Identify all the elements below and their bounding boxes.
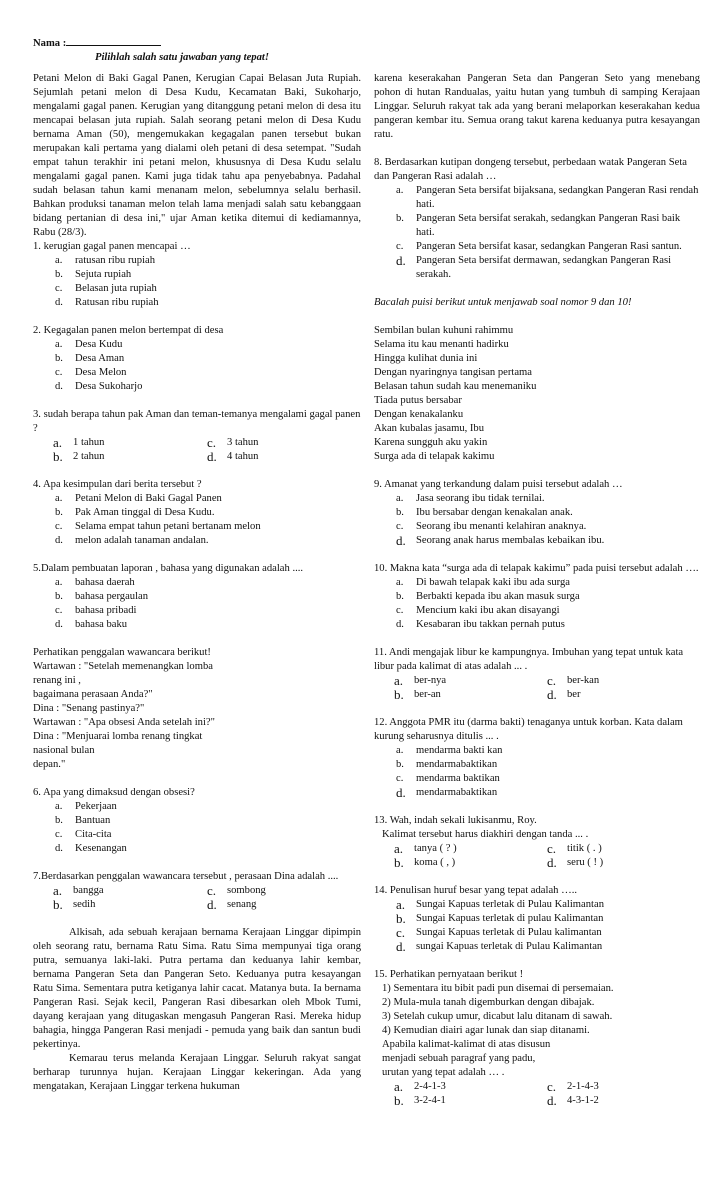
option[interactable]: a. Sungai Kapuas terletak di Pulau Kalimantan	[396, 897, 604, 912]
question-4: 4. Apa kesimpulan dari berita tersebut ?	[33, 479, 202, 490]
option[interactable]: a. 2-4-1-3	[394, 1079, 446, 1094]
option[interactable]: a. Pangeran Seta bersifat bijaksana, sedangkan Pangeran Rasi rendah hati.	[396, 185, 699, 210]
name-label: Nama :	[33, 38, 67, 49]
option[interactable]: a. 1 tahun	[53, 435, 105, 450]
option[interactable]: c. 3 tahun	[207, 435, 259, 450]
option[interactable]: a. Jasa seorang ibu tidak ternilai.	[396, 493, 545, 504]
question-11: 11. Andi mengajak libur ke kampungnya. Imbuhan yang tepat untuk kata libur pada kalimat di atas adalah ... .	[374, 647, 684, 672]
option[interactable]: d. Desa Sukoharjo	[55, 381, 143, 392]
option[interactable]: a. mendarma bakti kan	[396, 745, 503, 756]
question-8: 8. Berdasarkan kutipan dongeng tersebut, perbedaan watak Pangeran Seta dan Pangeran Rasi adalah …	[374, 157, 687, 182]
option[interactable]: c. sombong	[207, 883, 266, 898]
option[interactable]: d. Kesenangan	[55, 843, 127, 854]
option[interactable]: c. Sungai Kapuas terletak di Pulau kalimantan	[396, 925, 602, 940]
option[interactable]: b. Sungai Kapuas terletak di pulau Kalimantan	[396, 911, 604, 926]
option[interactable]: c. Cita-cita	[55, 829, 112, 840]
option[interactable]: c. Selama empat tahun petani bertanam melon	[55, 521, 261, 532]
option[interactable]: a. Di bawah telapak kaki ibu ada surga	[396, 577, 570, 588]
option[interactable]: b. Pangeran Seta bersifat serakah, sedangkan Pangeran Rasi baik hati.	[396, 213, 681, 238]
option[interactable]: b. sedih	[53, 897, 96, 912]
left-column	[33, 72, 361, 1094]
option[interactable]: a. Pekerjaan	[55, 801, 117, 812]
question-3: 3. sudah berapa tahun pak Aman dan teman-temanya mengalami gagal panen ?	[33, 409, 361, 434]
option[interactable]: d. ber	[547, 687, 581, 702]
option[interactable]: c. 2-1-4-3	[547, 1079, 599, 1094]
option[interactable]: b. 2 tahun	[53, 449, 105, 464]
option[interactable]: b. Ibu bersabar dengan kenakalan anak.	[396, 507, 573, 518]
question-14: 14. Penulisan huruf besar yang tepat adalah …..	[374, 885, 577, 896]
folktale-paragraph-2: Kemarau terus melanda Kerajaan Linggar. Seluruh rakyat sangat berharap turunnya hujan. Kerajaan Linggar kekeringan. Ada yang mengatakan, Kerajaan Linggar terkena hukuman	[33, 1053, 361, 1092]
option[interactable]: d. melon adalah tanaman andalan.	[55, 535, 209, 546]
option[interactable]: c. ber-kan	[547, 673, 600, 688]
option[interactable]: c. titik ( . )	[547, 841, 602, 856]
option[interactable]: d. Ratusan ribu rupiah	[55, 297, 159, 308]
option[interactable]: b. koma ( , )	[394, 855, 456, 870]
option[interactable]: a. Petani Melon di Baki Gagal Panen	[55, 493, 222, 504]
question-9: 9. Amanat yang terkandung dalam puisi tersebut adalah …	[374, 479, 623, 490]
question-10: 10. Makna kata “surga ada di telapak kakimu” pada puisi tersebut adalah ….	[374, 563, 699, 574]
folktale-paragraph-1: Alkisah, ada sebuah kerajaan bernama Kerajaan Linggar dipimpin oleh seorang ratu, bernama Ratu Sima. Ratu Sima mempunyai tiga orang putra, semuanya laki-laki. Putra pertama dan keduanya lahir kembar, bernama Pangeran Seta dan Pangeran Seto. Keduanya putra kesayangan Ratu Sima. Sementara putra ketiganya lahir cacat. Matanya buta. Ia bernama Pangeran Rasi. Sejak kecil, Pangeran Rasi dibesarkan oleh Mbok Tumi, dayang kerajaan yang ditugaskan mengasuh Pangeran Rasi. Mereka hidup bahagia, hingga Pangeran Rasi menjadi - pemuda yang baik dan santun budi pekertinya.	[33, 927, 361, 1050]
option[interactable]: b. Berbakti kepada ibu akan masuk surga	[396, 591, 580, 602]
option[interactable]: c. mendarma baktikan	[396, 773, 500, 784]
question-15: 15. Perhatikan pernyataan berikut !	[374, 969, 524, 980]
option[interactable]: d. Kesabaran ibu takkan pernah putus	[396, 619, 565, 630]
option[interactable]: a. Desa Kudu	[55, 339, 123, 350]
option[interactable]: d. mendarmabaktikan	[396, 785, 498, 800]
option[interactable]: d. bahasa baku	[55, 619, 128, 630]
option[interactable]: b. Sejuta rupiah	[55, 269, 132, 280]
option[interactable]: d. senang	[207, 897, 257, 912]
option[interactable]: c. Desa Melon	[55, 367, 127, 378]
question-15-statements: 1) Sementara itu bibit padi pun disemai di persemaian. 2) Mula-mula tanah digemburkan dengan dibajak. 3) Setelah cukup umur, dicabut lalu ditanam di sawah. 4) Kemudian diairi agar lunak dan siap ditanami. Apabila kalimat-kalimat di atas disusun menjadi sebuah paragraf yang padu, urutan yang tepat adalah … .	[382, 983, 614, 1078]
option[interactable]: c. Belasan juta rupiah	[55, 283, 157, 294]
option[interactable]: b. 3-2-4-1	[394, 1093, 446, 1108]
option[interactable]: a. ber-nya	[394, 673, 447, 688]
option[interactable]: c. Pangeran Seta bersifat kasar, sedangkan Pangeran Rasi santun.	[396, 241, 682, 252]
question-13: 13. Wah, indah sekali lukisanmu, Roy.	[374, 815, 537, 826]
option[interactable]: a. ratusan ribu rupiah	[55, 255, 156, 266]
option[interactable]: b. Pak Aman tinggal di Desa Kudu.	[55, 507, 215, 518]
interview-excerpt: Perhatikan penggalan wawancara berikut! Wartawan : "Setelah memenangkan lomba renang ini , bagaimana perasaan Anda?" Dina : "Senang pastinya?" Wartawan : "Apa obsesi Anda setelah ini?" Dina : "Menjuarai lomba renang tingkat nasional bulan depan."	[33, 647, 215, 770]
question-6: 6. Apa yang dimaksud dengan obsesi?	[33, 787, 195, 798]
option[interactable]: a. tanya ( ? )	[394, 841, 457, 856]
option[interactable]: c. Mencium kaki ibu akan disayangi	[396, 605, 560, 616]
name-blank-line[interactable]	[66, 34, 161, 46]
instruction: Pilihlah salah satu jawaban yang tepat!	[95, 52, 269, 63]
question-12: 12. Anggota PMR itu (darma bakti) tenaganya untuk korban. Kata dalam kurung seharusnya ditulis ... .	[374, 717, 683, 742]
option[interactable]: b. ber-an	[394, 687, 441, 702]
right-column	[374, 72, 700, 1108]
option[interactable]: b. Bantuan	[55, 815, 111, 826]
option[interactable]: b. mendarmabaktikan	[396, 759, 498, 770]
option[interactable]: b. Desa Aman	[55, 353, 125, 364]
question-1: 1. kerugian gagal panen mencapai …	[33, 241, 191, 252]
option[interactable]: c. Seorang ibu menanti kelahiran anaknya.	[396, 521, 587, 532]
question-5: 5.Dalam pembuatan laporan , bahasa yang digunakan adalah ....	[33, 563, 304, 574]
poem: Sembilan bulan kuhuni rahimmu Selama itu kau menanti hadirku Hingga kulihat dunia ini Dengan nyaringnya tangisan pertama Belasan tahun sudah kau menemaniku Tiada putus bersabar Dengan kenakalanku Akan kubalas jasamu, Ibu Karena sungguh aku yakin Surga ada di telapak kakimu	[374, 325, 537, 462]
poem-instruction: Bacalah puisi berikut untuk menjawab soal nomor 9 dan 10!	[374, 297, 632, 308]
option[interactable]: d. Pangeran Seta bersifat dermawan, sedangkan Pangeran Rasi serakah.	[396, 253, 672, 280]
option[interactable]: d. sungai Kapuas terletak di Pulau Kalimantan	[396, 939, 603, 954]
option[interactable]: a. bangga	[53, 883, 104, 898]
option[interactable]: d. 4 tahun	[207, 449, 259, 464]
option[interactable]: d. Seorang anak harus membalas kebaikan ibu.	[396, 533, 605, 548]
option[interactable]: c. bahasa pribadi	[55, 605, 137, 616]
question-13-line-2: Kalimat tersebut harus diakhiri dengan tanda ... .	[382, 829, 589, 840]
question-7: 7.Berdasarkan penggalan wawancara tersebut , perasaan Dina adalah ....	[33, 871, 339, 882]
option[interactable]: b. bahasa pergaulan	[55, 591, 149, 602]
news-story: Petani Melon di Baki Gagal Panen, Kerugian Capai Belasan Juta Rupiah. Sejumlah petani melon di Desa Kudu, Kecamatan Baki, Sukoharjo, mengalami gagal panen. Kerugian yang ditanggung petani melon di desa itu mencapai belasan juta rupiah. Salah seorang petani melon di Desa Kudu bernama Aman (50), mengemukakan kegagalan panen tersebut bukan merupakan kali pertama yang dialami oleh petani di desa setempat. "Sudah empat tahun terakhir ini petani melon, khususnya di Desa Kudu selalu mengalami gagal panen. Kami juga tidak tahu apa penyebabnya. Padahal sudah belasan tahun kami menanam melon, sebelumnya selalu berhasil. Bahkan produksi tanaman melon telah lama menjadi salah satu kebanggaan bidang pertanian di desa ini," ujar Aman ketika ditemui di kediamannya, Rabu (28/3).	[33, 73, 361, 238]
question-2: 2. Kegagalan panen melon bertempat di desa	[33, 325, 224, 336]
worksheet-header	[33, 34, 693, 65]
folktale-continuation: karena keserakahan Pangeran Seta dan Pangeran Seto yang menebang pohon di hutan Randualas, yaitu hutan yang tumbuh di samping Kerajaan Linggar. Seluruh rakyat tak ada yang berani melaporkan keserakahan kedua pangeran kembar itu. Semua orang takut karena keduanya putra kesayangan ratu.	[374, 73, 700, 140]
option[interactable]: d. 4-3-1-2	[547, 1093, 599, 1108]
option[interactable]: d. seru ( ! )	[547, 855, 604, 870]
option[interactable]: a. bahasa daerah	[55, 577, 135, 588]
